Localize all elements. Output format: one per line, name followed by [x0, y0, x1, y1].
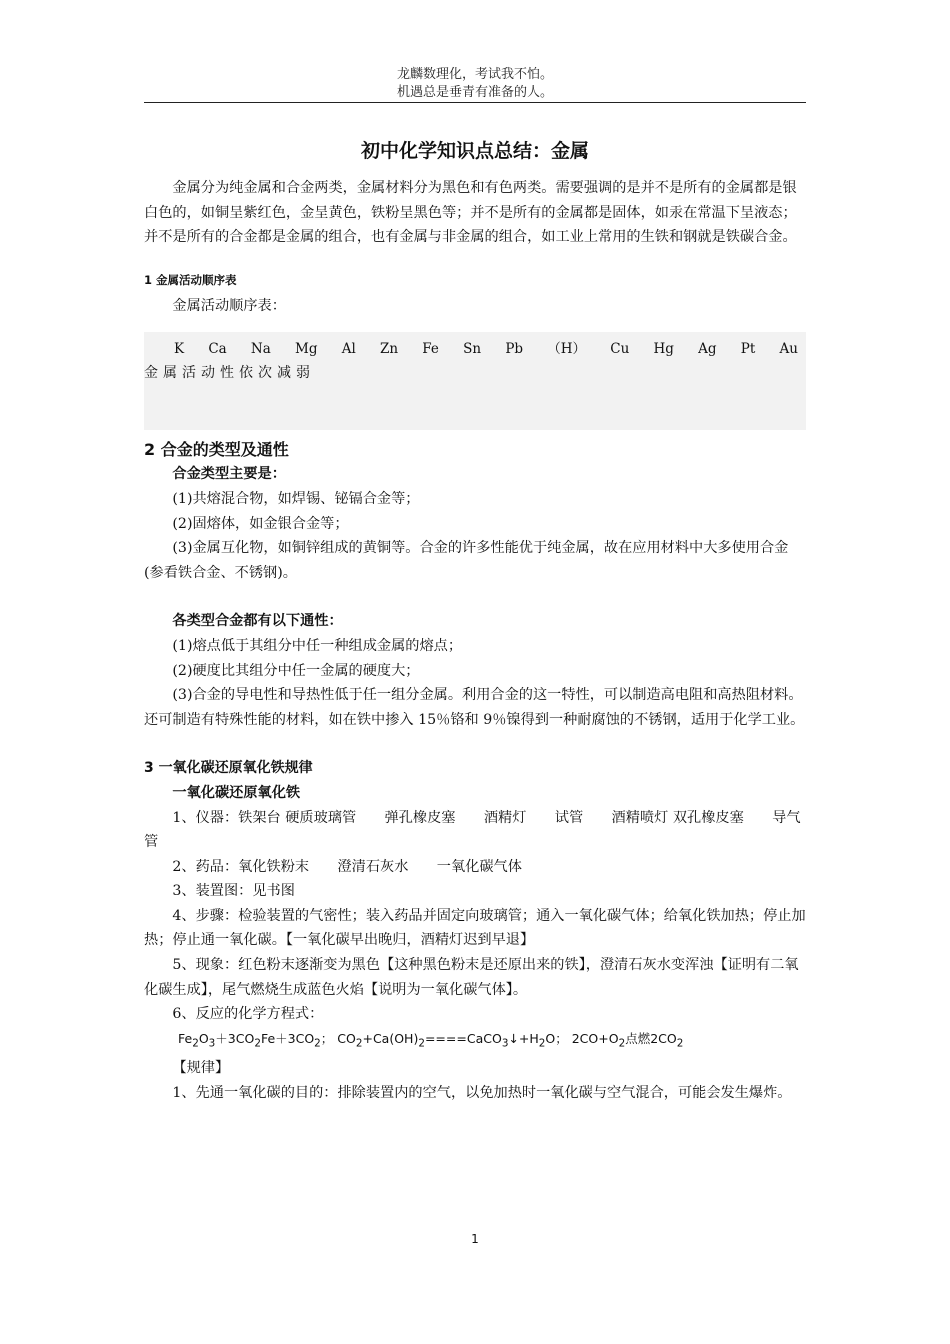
element-symbol: Sn [463, 341, 482, 358]
spacer [144, 585, 806, 609]
eq-text: 2CO [650, 1030, 677, 1046]
rules-heading: 【规律】 [172, 1059, 230, 1076]
experiment-item: 2、药品：氧化铁粉末 澄清石灰水 一氧化碳气体 [172, 858, 522, 875]
eq-text: O [198, 1030, 209, 1046]
element-symbol: Au [779, 341, 798, 358]
alloy-property-item: (2)硬度比其组分中任一金属的硬度大； [172, 662, 420, 679]
element-symbol: Zn [380, 341, 399, 358]
element-symbol: Ca [208, 341, 227, 358]
experiment-item: 4、步骤：检验装置的气密性；装入药品并固定向玻璃管；通入一氧化碳气体；给氧化铁加热；停止加热；停止通一氧化碳。【一氧化碳早出晚归，酒精灯迟到早退】 [144, 907, 806, 949]
eq-text: ； CO [320, 1030, 356, 1046]
header-line-2: 机遇总是垂青有准备的人。 [396, 85, 553, 100]
activity-strength-text: 金属活动性依次减弱 [144, 365, 315, 382]
page-header [144, 66, 806, 102]
intro-paragraph: 金属分为纯金属和合金两类，金属材料分为黑色和有色两类。需要强调的是并不是所有的金属都是银白色的，如铜呈紫红色，金呈黄色，铁粉呈黑色等；并不是所有的金属都是固体，如汞在常温下呈液态；并不是所有的合金都是金属的组合，也有金属与非金属的组合，如工业上常用的生铁和钢就是铁碳合金。 [144, 180, 797, 246]
chemical-equations [144, 1027, 806, 1056]
eq-subscript: 2 [618, 1037, 626, 1050]
document-title: 初中化学知识点总结：金属 [360, 140, 589, 162]
eq-subscript: 2 [314, 1037, 321, 1050]
element-symbol: Mg [295, 341, 318, 358]
eq-text: ↓+H [508, 1030, 539, 1046]
alloy-types-heading: 合金类型主要是： [172, 466, 286, 483]
alloy-type-item: (2)固熔体，如金银合金等； [172, 515, 349, 532]
eq-subscript: 2 [538, 1037, 546, 1050]
header-divider [144, 102, 806, 103]
eq-subscript: 3 [208, 1037, 216, 1050]
experiment-item: 3、装置图：见书图 [172, 883, 295, 900]
element-symbol: Ag [698, 341, 717, 358]
element-symbol: （H） [547, 341, 587, 358]
activity-series-elements [144, 337, 806, 361]
eq-subscript: 2 [192, 1037, 199, 1050]
eq-text: 点燃 [625, 1030, 651, 1046]
eq-text: +Ca(OH) [362, 1030, 419, 1046]
alloy-property-item: (1)熔点低于其组分中任一种组成金属的熔点； [172, 637, 463, 654]
activity-series-label: 金属活动顺序表： [172, 297, 286, 314]
element-symbol: Al [341, 341, 356, 358]
alloy-properties-heading: 各类型合金都有以下通性： [172, 613, 343, 630]
eq-subscript: 2 [676, 1037, 684, 1050]
experiment-item: 1、仪器：铁架台 硬质玻璃管 弹孔橡皮塞 酒精灯 试管 酒精喷灯 双孔橡皮塞 导气管 [144, 809, 801, 851]
section-1-heading: 1 金属活动顺序表 [144, 272, 237, 287]
eq-subscript: 2 [254, 1037, 261, 1050]
experiment-item: 6、反应的化学方程式： [172, 1006, 324, 1023]
eq-subscript: 2 [355, 1037, 363, 1050]
alloy-type-item: (3)金属互化物，如铜锌组成的黄铜等。合金的许多性能优于纯金属，故在应用材料中大多使用合金(参看铁合金、不锈钢)。 [144, 540, 789, 581]
eq-text: ＋3CO [215, 1030, 255, 1046]
rule-item: 1、先通一氧化碳的目的：排除装置内的空气，以免加热时一氧化碳与空气混合，可能会发生爆炸。 [172, 1084, 792, 1101]
section-2-heading: 2 合金的类型及通性 [144, 440, 289, 460]
header-line-1: 龙麟数理化，考试我不怕。 [396, 67, 553, 82]
experiment-item: 5、现象：红色粉末逐渐变为黑色【这种黑色粉末是还原出来的铁】，澄清石灰水变浑浊【证明有二氧化碳生成】，尾气燃烧生成蓝色火焰【说明为一氧化碳气体】。 [144, 957, 799, 998]
eq-text: Fe [178, 1030, 193, 1046]
eq-text: Fe＋3CO [260, 1030, 315, 1046]
eq-text: O； 2CO+O [545, 1030, 619, 1046]
alloy-property-item: (3)合金的导电性和导热性低于任一组分金属。利用合金的这一特性，可以制造高电阻和高热阻材料。还可制造有特殊性能的材料，如在铁中掺入 15％铬和 9％镍得到一种耐腐蚀的不锈钢，适用于化学工业。 [144, 687, 805, 728]
element-symbol: Pb [505, 341, 524, 358]
element-symbol: Cu [610, 341, 630, 358]
page-number: 1 [471, 1232, 479, 1246]
activity-series-box [144, 332, 806, 430]
element-symbol: Pt [740, 341, 756, 358]
eq-text: ====CaCO [424, 1030, 502, 1046]
section-3-subheading: 一氧化碳还原氧化铁 [172, 784, 301, 801]
eq-subscript: 3 [501, 1037, 509, 1050]
eq-subscript: 2 [418, 1037, 425, 1050]
element-symbol: Hg [653, 341, 674, 358]
element-symbol: Fe [422, 341, 439, 358]
document-body [144, 176, 806, 1105]
element-symbol: Na [250, 341, 271, 358]
element-symbol: K [174, 341, 185, 358]
alloy-type-item: (1)共熔混合物，如焊锡、铋镉合金等； [172, 490, 420, 507]
section-3-heading: 3 一氧化碳还原氧化铁规律 [144, 760, 313, 777]
